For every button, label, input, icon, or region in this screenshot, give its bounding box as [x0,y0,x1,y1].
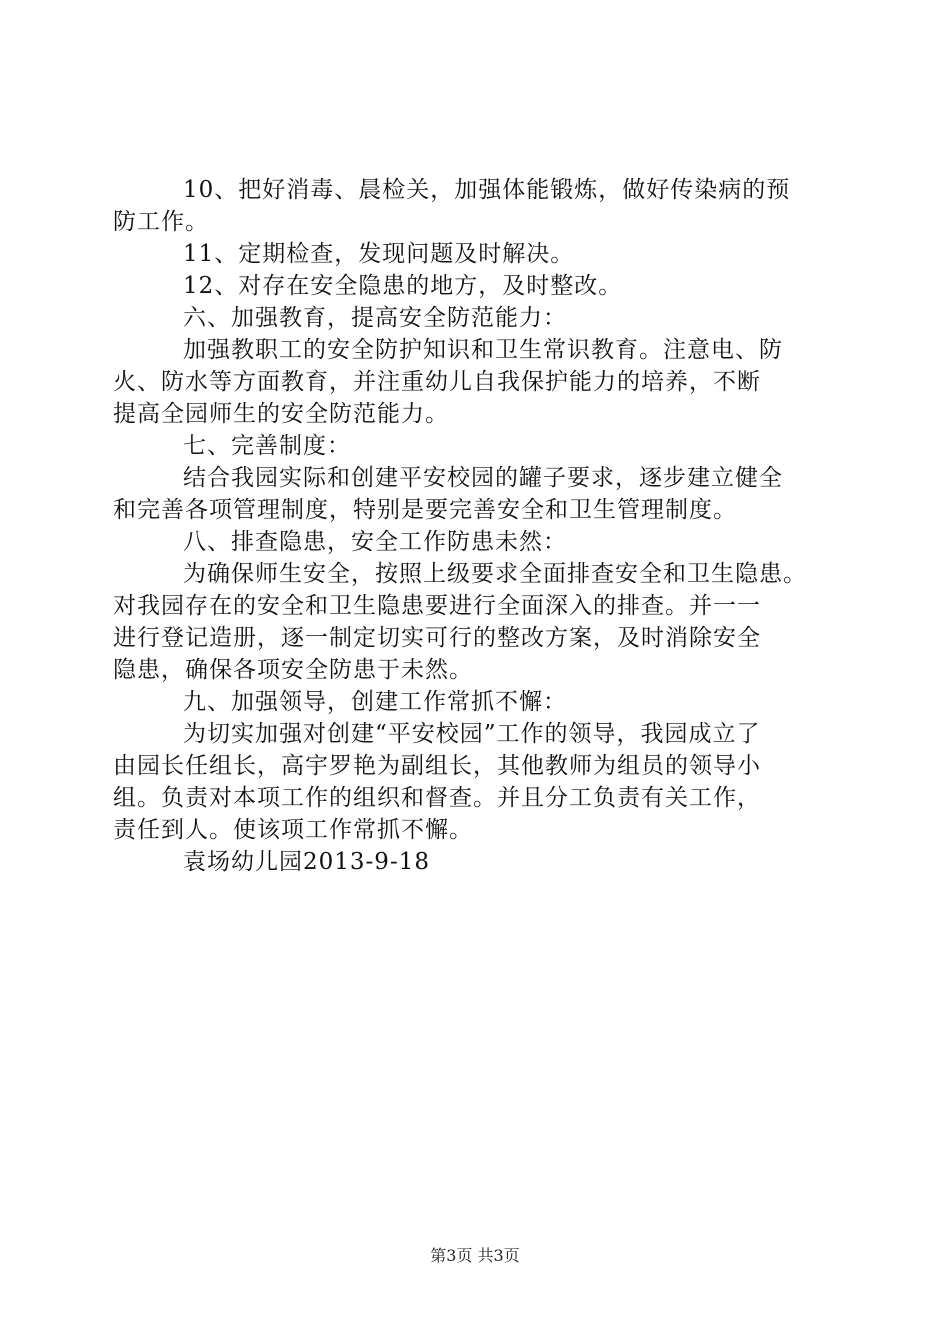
text-line: 提高全园师生的安全防范能力。 [113,401,449,427]
page-number-label: 第3页 共3页 [430,1246,520,1265]
text-line: 火、防水等方面教育，并注重幼儿自我保护能力的培养，不断 [113,369,761,395]
text-line: 责任到人。使该项工作常抓不懈。 [113,817,473,843]
page-footer [0,1243,950,1266]
document-body [113,174,838,878]
text-line: 结合我园实际和创建平安校园的罐子要求，逐步建立健全 [183,465,783,491]
text-line: 为切实加强对创建“平安校园”工作的领导，我园成立了 [183,721,761,747]
text-line: 加强教职工的安全防护知识和卫生常识教育。注意电、防 [183,337,783,363]
text-line: 10、把好消毒、晨检关，加强体能锻炼，做好传染病的预 [183,177,791,203]
text-line: 由园长任组长，高宇罗艳为副组长，其他教师为组员的领导小 [113,753,761,779]
section-heading: 七、完善制度： [183,433,351,459]
text-line: 防工作。 [113,209,209,235]
section-heading: 八、排查隐患，安全工作防患未然： [183,529,567,555]
text-line: 为确保师生安全，按照上级要求全面排查安全和卫生隐患。 [183,561,807,587]
text-line: 12、对存在安全隐患的地方，及时整改。 [183,273,623,299]
section-heading: 九、加强领导，创建工作常抓不懈： [183,689,567,715]
text-line: 对我园存在的安全和卫生隐患要进行全面深入的排查。并一一 [113,593,761,619]
text-line: 和完善各项管理制度，特别是要完善安全和卫生管理制度。 [113,497,737,523]
text-line: 11、定期检查，发现问题及时解决。 [183,241,575,267]
text-line: 隐患，确保各项安全防患于未然。 [113,657,473,683]
section-heading: 六、加强教育，提高安全防范能力： [183,305,567,331]
text-line: 进行登记造册，逐一制定切实可行的整改方案，及时消除安全 [113,625,761,651]
signature-line: 袁场幼儿园2013-9-18 [183,849,430,875]
text-line: 组。负责对本项工作的组织和督查。并且分工负责有关工作， [113,785,761,811]
